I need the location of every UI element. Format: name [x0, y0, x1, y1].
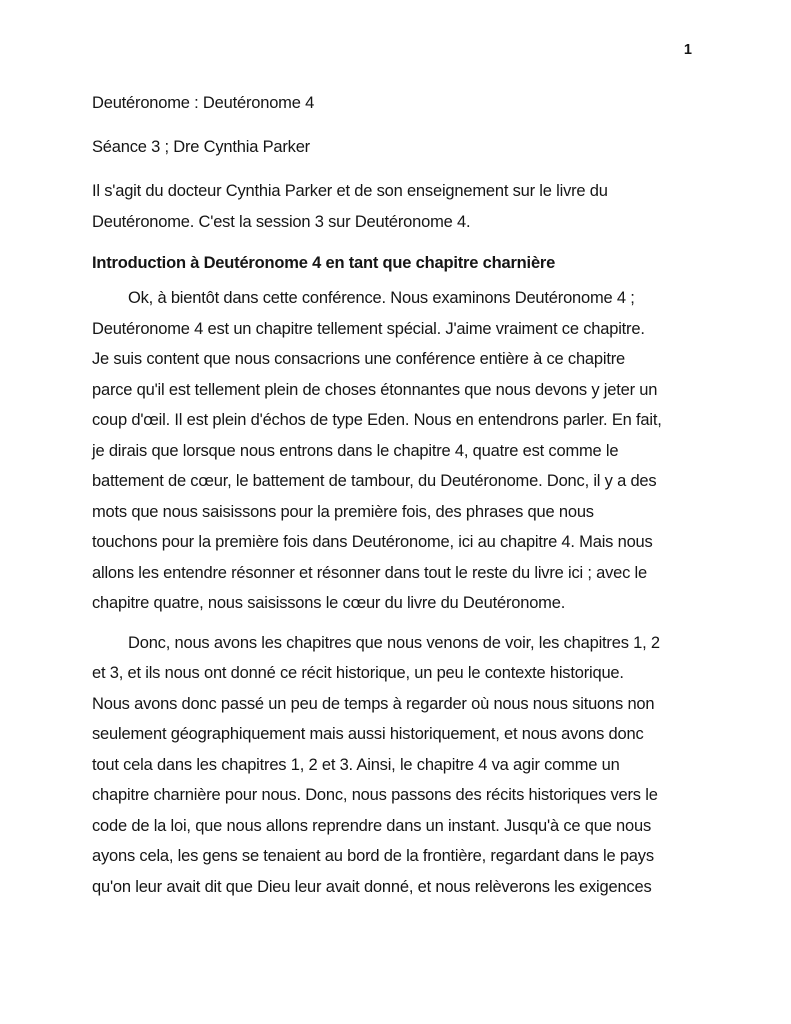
text-line: chapitre quatre, nous saisissons le cœur du livre du Deutéronome.: [92, 594, 566, 612]
text-line: Il s'agit du docteur Cynthia Parker et de son enseignement sur le livre du: [92, 182, 608, 200]
text-line: battement de cœur, le battement de tambour, du Deutéronome. Donc, il y a des: [92, 472, 657, 490]
body-paragraphs: [92, 283, 732, 902]
text-line: et 3, et ils nous ont donné ce récit historique, un peu le contexte historique.: [92, 664, 624, 682]
text-line: tout cela dans les chapitres 1, 2 et 3. Ainsi, le chapitre 4 va agir comme un: [92, 755, 620, 774]
body-paragraph: [92, 283, 732, 619]
text-line: Donc, nous avons les chapitres que nous venons de voir, les chapitres 1, 2: [128, 633, 660, 652]
text-line: parce qu'il est tellement plein de choses étonnantes que nous devons y jeter un: [92, 380, 658, 399]
text-line: code de la loi, que nous allons reprendre dans un instant. Jusqu'à ce que nous: [92, 816, 652, 835]
text-line: chapitre charnière pour nous. Donc, nous passons des récits historiques vers le: [92, 786, 658, 804]
document-title-line-2: Séance 3 ; Dre Cynthia Parker: [92, 138, 310, 156]
text-line: qu'on leur avait dit que Dieu leur avait donné, et nous relèverons les exigences: [92, 877, 652, 896]
page-number: 1: [683, 42, 692, 58]
text-line: coup d'œil. Il est plein d'échos de type Eden. Nous en entendrons parler. En fait,: [92, 411, 662, 429]
text-line: je dirais que lorsque nous entrons dans le chapitre 4, quatre est comme le: [92, 441, 619, 460]
body-paragraph: [92, 628, 732, 903]
text-line: mots que nous saisissons pour la première fois, des phrases que nous: [92, 502, 594, 521]
section-heading: Introduction à Deutéronome 4 en tant que chapitre charnière: [92, 254, 556, 272]
page-content: [92, 0, 732, 902]
text-line: ayons cela, les gens se tenaient au bord de la frontière, regardant dans le pays: [92, 847, 654, 865]
text-line: Deutéronome 4 est un chapitre tellement spécial. J'aime vraiment ce chapitre.: [92, 319, 645, 338]
text-line: Nous avons donc passé un peu de temps à regarder où nous nous situons non: [92, 694, 655, 713]
text-line: seulement géographiquement mais aussi historiquement, et nous avons donc: [92, 725, 644, 743]
intro-paragraph: [92, 176, 732, 237]
text-line: allons les entendre résonner et résonner dans tout le reste du livre ici ; avec le: [92, 563, 648, 582]
text-line: Deutéronome. C'est la session 3 sur Deutéronome 4.: [92, 212, 471, 231]
text-line: Ok, à bientôt dans cette conférence. Nous examinons Deutéronome 4 ;: [128, 289, 635, 307]
document-title-line-1: Deutéronome : Deutéronome 4: [92, 94, 315, 112]
text-line: touchons pour la première fois dans Deutéronome, ici au chapitre 4. Mais nous: [92, 533, 653, 551]
text-line: Je suis content que nous consacrions une conférence entière à ce chapitre: [92, 350, 625, 368]
